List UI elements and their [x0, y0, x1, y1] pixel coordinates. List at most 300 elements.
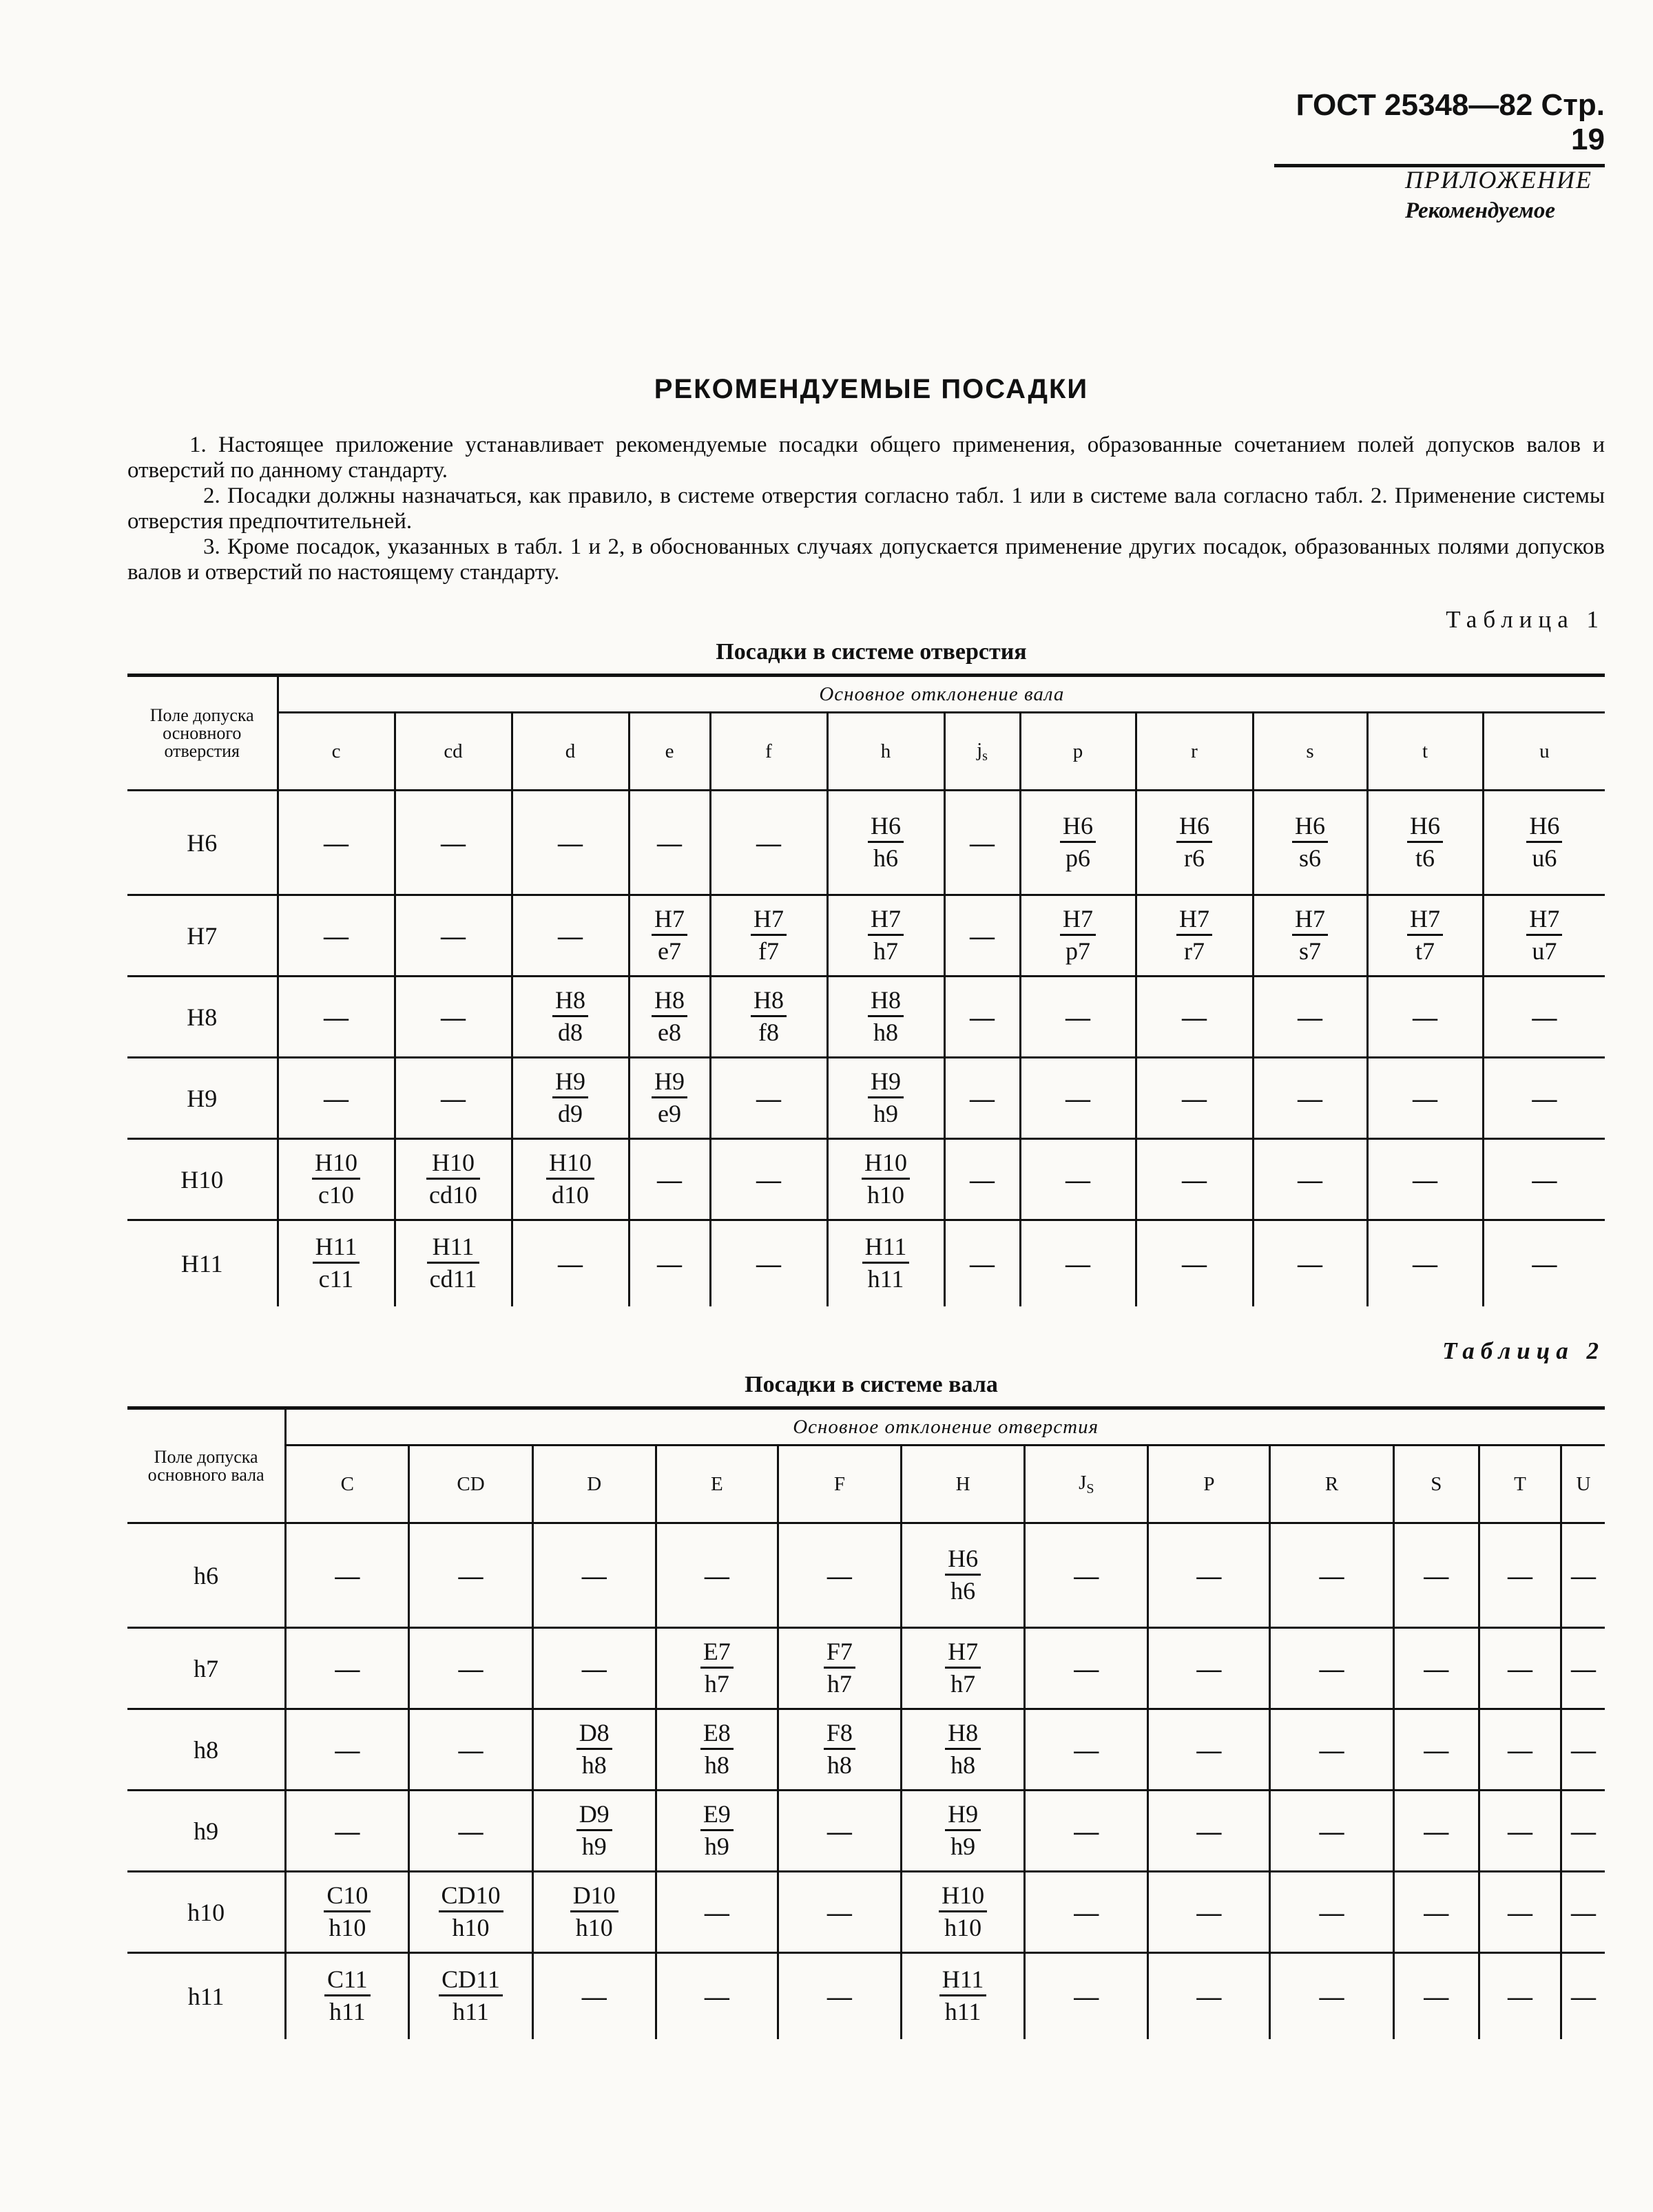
column-header: cd [395, 713, 512, 791]
fit-shaft-field: h10 [944, 1913, 982, 1941]
table-cell [827, 895, 944, 977]
empty-fit-dash: — [970, 1003, 995, 1031]
fit-hole-field: H6 [1176, 813, 1212, 843]
empty-fit-dash: — [335, 1561, 360, 1589]
fit-shaft-field: d8 [558, 1018, 583, 1046]
fit-hole-field: H7 [1292, 906, 1328, 936]
fit-shaft-field: h10 [575, 1913, 613, 1941]
table-cell [1393, 1709, 1479, 1791]
fit-hole-field: F8 [824, 1720, 855, 1750]
table-cell [278, 1139, 395, 1220]
table-cell [532, 1872, 656, 1953]
fit-shaft-field: c10 [318, 1180, 354, 1209]
fit-fraction [751, 906, 787, 963]
row-label: H10 [127, 1139, 278, 1220]
table-cell [512, 895, 629, 977]
fit-shaft-field: h10 [329, 1913, 366, 1941]
table-cell [778, 1872, 901, 1953]
column-header: c [278, 713, 395, 791]
empty-fit-dash: — [1508, 1898, 1533, 1926]
table-cell [512, 1058, 629, 1139]
fit-fraction [652, 1069, 687, 1126]
table-cell [1483, 1139, 1605, 1220]
column-header: s [1253, 713, 1367, 791]
table-cell [710, 1220, 827, 1306]
empty-fit-dash: — [458, 1561, 484, 1589]
empty-fit-dash: — [1532, 1003, 1557, 1031]
fit-fraction [945, 1799, 981, 1860]
table-cell [395, 1058, 512, 1139]
fit-hole-field: D9 [576, 1802, 612, 1831]
empty-fit-dash: — [1196, 1654, 1222, 1682]
table-cell [778, 1791, 901, 1872]
fit-hole-field: H9 [552, 1069, 588, 1098]
row-label: H11 [180, 1249, 223, 1277]
fit-hole-field: H6 [1060, 813, 1096, 843]
empty-fit-dash: — [1571, 1898, 1597, 1926]
fit-shaft-field: h8 [581, 1751, 607, 1779]
column-header: r [1136, 713, 1253, 791]
table-cell [1479, 1709, 1561, 1791]
table-2-caption: Посадки в системе вала [745, 1372, 998, 1397]
table-cell [1479, 1872, 1561, 1953]
table-cell [286, 1791, 409, 1872]
fit-shaft-field: h7 [826, 1669, 852, 1698]
table-cell [1479, 1628, 1561, 1709]
table-cell [710, 895, 827, 977]
table-cell [1148, 1953, 1270, 2039]
table-row [127, 791, 1605, 895]
table-cell [629, 895, 710, 977]
table-cell [1020, 895, 1136, 977]
fit-hole-field: H11 [939, 1967, 987, 1996]
empty-fit-dash: — [1424, 1654, 1449, 1682]
table-cell [1483, 1220, 1605, 1306]
fit-shaft-field: h6 [873, 844, 898, 872]
table-cell [1025, 1953, 1148, 2039]
fit-hole-field: H7 [1060, 906, 1096, 936]
fit-hole-field: H9 [868, 1069, 904, 1098]
table-1-group-header: Основное отклонение вала [278, 676, 1605, 713]
fit-hole-field: H10 [426, 1150, 480, 1180]
table-cell [629, 977, 710, 1058]
empty-fit-dash: — [1571, 1654, 1597, 1682]
fit-fraction [426, 1150, 480, 1207]
column-header: E [656, 1446, 778, 1523]
empty-fit-dash: — [1074, 1898, 1099, 1926]
table-cell [395, 977, 512, 1058]
empty-fit-dash: — [1074, 1817, 1099, 1845]
fit-hole-field: H11 [427, 1234, 480, 1264]
fit-shaft-field: h11 [453, 1997, 489, 2025]
table-cell [1270, 1791, 1393, 1872]
table-cell [1479, 1523, 1561, 1628]
table-cell [1367, 1058, 1483, 1139]
empty-fit-dash: — [756, 828, 781, 857]
table-1-number: Таблица 1 [1446, 606, 1605, 633]
empty-fit-dash: — [970, 1249, 995, 1277]
empty-fit-dash: — [1182, 1084, 1207, 1112]
table-cell [286, 1709, 409, 1791]
fit-hole-field: H7 [1176, 906, 1212, 936]
fit-hole-field: CD10 [439, 1883, 503, 1912]
fit-fraction [868, 906, 904, 963]
table-cell [944, 1139, 1020, 1220]
appendix-status: Рекомендуемое [1405, 198, 1556, 223]
empty-fit-dash: — [826, 1817, 852, 1845]
table-cell [395, 1139, 512, 1220]
page-header: ГОСТ 25348—82 Стр. 19 [1274, 88, 1605, 167]
table-cell [902, 1791, 1025, 1872]
empty-fit-dash: — [458, 1654, 484, 1682]
fit-fraction [824, 1639, 855, 1696]
table-cell [629, 1139, 710, 1220]
empty-fit-dash: — [1065, 1084, 1090, 1112]
table-cell [1148, 1523, 1270, 1628]
table-cell [902, 1628, 1025, 1709]
table-cell [395, 1220, 512, 1306]
empty-fit-dash: — [826, 1898, 852, 1926]
table-cell [1561, 1953, 1605, 2039]
empty-fit-dash: — [1074, 1735, 1099, 1764]
table-cell [409, 1709, 532, 1791]
table-cell [532, 1953, 656, 2039]
table-cell [1367, 895, 1483, 977]
fit-fraction [939, 1883, 987, 1940]
table-cell [827, 1220, 944, 1306]
fit-fraction [751, 985, 787, 1046]
fit-hole-field: CD11 [439, 1967, 503, 1996]
empty-fit-dash: — [335, 1735, 360, 1764]
fit-fraction [862, 1234, 910, 1291]
empty-fit-dash: — [581, 1654, 607, 1682]
table-cell [778, 1628, 901, 1709]
table-cell [1393, 1523, 1479, 1628]
empty-fit-dash: — [826, 1561, 852, 1589]
fit-shaft-field: c11 [318, 1264, 354, 1293]
row-label: h11 [187, 1982, 225, 2010]
column-header: R [1270, 1446, 1393, 1523]
empty-fit-dash: — [1413, 1249, 1437, 1277]
empty-fit-dash: — [756, 1084, 781, 1112]
fit-hole-field: H8 [751, 988, 787, 1017]
table-cell [902, 1709, 1025, 1791]
table-2-group-header: Основное отклонение отверстия [286, 1408, 1605, 1446]
fit-shaft-field: h7 [950, 1669, 976, 1698]
fit-shaft-field: h9 [704, 1832, 729, 1860]
empty-fit-dash: — [1424, 1982, 1449, 2010]
fit-fraction [1407, 906, 1443, 963]
column-header [944, 713, 1020, 791]
empty-fit-dash: — [581, 1982, 607, 2010]
table-cell [512, 1139, 629, 1220]
paragraph-2: 2. Посадки должны назначаться, как правило, в системе отверстия согласно табл. 1 или в системе вала согласно табл. 2. Применение системы отверстия предпочтительней. [127, 483, 1605, 534]
empty-fit-dash: — [1065, 1003, 1090, 1031]
fit-hole-field: H8 [868, 988, 904, 1017]
empty-fit-dash: — [1298, 1084, 1322, 1112]
table-cell [1367, 1139, 1483, 1220]
fit-hole-field: H10 [939, 1883, 987, 1912]
fit-shaft-field: h9 [950, 1832, 976, 1860]
table-cell [656, 1872, 778, 1953]
fit-shaft-field: d10 [552, 1180, 589, 1209]
fit-fraction [1407, 813, 1443, 870]
table-cell [532, 1628, 656, 1709]
table-2-column-headers [127, 1446, 1605, 1523]
row-label: H6 [127, 791, 278, 895]
empty-fit-dash: — [458, 1817, 484, 1845]
fit-fraction [1176, 813, 1212, 870]
table-cell [532, 1523, 656, 1628]
table-hole-system [127, 674, 1605, 1306]
empty-fit-dash: — [1413, 1165, 1437, 1193]
empty-fit-dash: — [1196, 1735, 1222, 1764]
table-cell [278, 977, 395, 1058]
empty-fit-dash: — [441, 1084, 466, 1112]
fit-hole-field: F7 [824, 1639, 855, 1669]
fit-shaft-field: h8 [704, 1751, 729, 1779]
fit-fraction [324, 1883, 371, 1940]
table-cell [395, 895, 512, 977]
empty-fit-dash: — [1319, 1561, 1344, 1589]
table-1-row-header: Поле допуска основного отверстия [127, 676, 278, 791]
table-cell [902, 1953, 1025, 2039]
table-cell [1270, 1523, 1393, 1628]
fit-fraction [427, 1234, 480, 1291]
empty-fit-dash: — [581, 1561, 607, 1589]
empty-fit-dash: — [1182, 1249, 1207, 1277]
fit-shaft-field: t6 [1415, 844, 1435, 872]
fit-fraction [868, 985, 904, 1046]
table-cell [409, 1791, 532, 1872]
empty-fit-dash: — [1298, 1165, 1322, 1193]
table-cell [1561, 1523, 1605, 1628]
fit-fraction [1292, 813, 1328, 870]
fit-shaft-field: s6 [1298, 844, 1321, 872]
table-cell [1479, 1953, 1561, 2039]
fit-fraction [945, 1546, 981, 1603]
empty-fit-dash: — [1508, 1735, 1533, 1764]
fit-hole-field: C11 [324, 1967, 371, 1996]
empty-fit-dash: — [704, 1982, 729, 2010]
table-cell [710, 1058, 827, 1139]
table-cell [778, 1953, 901, 2039]
table-cell [1136, 1058, 1253, 1139]
table-cell [409, 1523, 532, 1628]
fit-shaft-field: h9 [873, 1099, 898, 1127]
table-cell [1020, 977, 1136, 1058]
table-cell [1479, 1791, 1561, 1872]
fit-shaft-field: d9 [558, 1099, 583, 1127]
table-cell [1025, 1791, 1148, 1872]
table-cell [656, 1709, 778, 1791]
table-cell [1393, 1872, 1479, 1953]
table-cell [1393, 1791, 1479, 1872]
table-cell [409, 1953, 532, 2039]
fit-fraction [552, 1069, 588, 1126]
fit-hole-field: D8 [576, 1720, 612, 1750]
fit-fraction [1292, 906, 1328, 963]
fit-shaft-field: h8 [873, 1018, 898, 1046]
table-cell [629, 1220, 710, 1306]
table-cell [656, 1628, 778, 1709]
fit-hole-field: H6 [1526, 813, 1562, 843]
empty-fit-dash: — [826, 1982, 852, 2010]
fit-fraction [570, 1883, 618, 1940]
table-cell [286, 1953, 409, 2039]
table-cell [944, 895, 1020, 977]
empty-fit-dash: — [1074, 1982, 1099, 2010]
fit-hole-field: H7 [751, 906, 787, 936]
table-cell [1136, 1139, 1253, 1220]
table-row [127, 1058, 1605, 1139]
fit-fraction [312, 1150, 360, 1207]
table-cell [286, 1872, 409, 1953]
column-header: F [778, 1446, 901, 1523]
table-1-column-headers [127, 713, 1605, 791]
fit-shaft-field: f8 [758, 1018, 779, 1046]
fit-shaft-field: r7 [1184, 937, 1205, 965]
column-header-label: J [1079, 1471, 1087, 1494]
fit-hole-field: H6 [1407, 813, 1443, 843]
table-cell [710, 791, 827, 895]
empty-fit-dash: — [1074, 1654, 1099, 1682]
empty-fit-dash: — [458, 1735, 484, 1764]
empty-fit-dash: — [324, 1084, 349, 1112]
empty-fit-dash: — [657, 1249, 682, 1277]
row-label: h8 [127, 1709, 286, 1791]
table-cell [1483, 791, 1605, 895]
table-cell [629, 791, 710, 895]
fit-fraction [1526, 906, 1562, 963]
empty-fit-dash: — [1571, 1735, 1597, 1764]
table-cell [1483, 895, 1605, 977]
column-header: u [1483, 713, 1605, 791]
column-header-label: j [977, 738, 983, 761]
empty-fit-dash: — [1508, 1654, 1533, 1682]
table-cell [278, 1058, 395, 1139]
table-cell [1025, 1709, 1148, 1791]
table-cell [778, 1523, 901, 1628]
fit-hole-field: H7 [868, 906, 904, 936]
table-cell [629, 1058, 710, 1139]
fit-fraction [700, 1720, 734, 1777]
fit-shaft-field: cd11 [429, 1264, 477, 1293]
empty-fit-dash: — [1182, 1165, 1207, 1193]
row-label: H9 [127, 1058, 278, 1139]
table-cell [1136, 1220, 1253, 1306]
table-cell [1148, 1628, 1270, 1709]
table-cell [656, 1523, 778, 1628]
fit-shaft-field: f7 [758, 937, 779, 965]
appendix-label [1405, 165, 1605, 224]
empty-fit-dash: — [335, 1654, 360, 1682]
fit-shaft-field: h11 [867, 1264, 904, 1293]
appendix-title: ПРИЛОЖЕНИЕ [1405, 166, 1592, 194]
table-cell [409, 1628, 532, 1709]
document-title: РЕКОМЕНДУЕМЫЕ ПОСАДКИ [654, 374, 1089, 404]
fit-fraction [313, 1234, 360, 1291]
column-header: p [1020, 713, 1136, 791]
column-header: C [286, 1446, 409, 1523]
table-cell [286, 1523, 409, 1628]
fit-shaft-field: p6 [1065, 844, 1090, 872]
table-cell [656, 1791, 778, 1872]
table-cell [827, 1139, 944, 1220]
table-cell [1136, 791, 1253, 895]
table-cell [1020, 1139, 1136, 1220]
column-header: U [1561, 1446, 1605, 1523]
fit-fraction [1526, 813, 1562, 870]
fit-fraction [652, 906, 687, 963]
fit-fraction [868, 1069, 904, 1126]
empty-fit-dash: — [1508, 1982, 1533, 2010]
empty-fit-dash: — [1424, 1561, 1449, 1589]
empty-fit-dash: — [1319, 1735, 1344, 1764]
column-header-subscript: S [1086, 1481, 1094, 1496]
table-cell [1270, 1872, 1393, 1953]
table-cell [1561, 1872, 1605, 1953]
table-cell [1253, 791, 1367, 895]
table-cell [944, 1220, 1020, 1306]
fit-fraction [652, 985, 687, 1046]
table-cell [1020, 1058, 1136, 1139]
fit-shaft-field: u6 [1532, 844, 1557, 872]
fit-shaft-field: e7 [658, 937, 681, 965]
empty-fit-dash: — [970, 1165, 995, 1193]
table-row [127, 1872, 1605, 1953]
empty-fit-dash: — [1319, 1898, 1344, 1926]
fit-fraction [868, 813, 904, 870]
fit-shaft-field: h9 [581, 1832, 607, 1860]
fit-fraction [576, 1720, 612, 1777]
empty-fit-dash: — [1298, 1249, 1322, 1277]
table-cell [1393, 1628, 1479, 1709]
empty-fit-dash: — [335, 1817, 360, 1845]
table-cell [512, 791, 629, 895]
table-cell [778, 1709, 901, 1791]
row-label: H7 [127, 895, 278, 977]
fit-hole-field: H11 [313, 1234, 360, 1264]
table-cell [1561, 1628, 1605, 1709]
column-header: CD [409, 1446, 532, 1523]
table-cell [1367, 791, 1483, 895]
empty-fit-dash: — [441, 1003, 466, 1031]
empty-fit-dash: — [657, 1165, 682, 1193]
row-label: h9 [127, 1791, 286, 1872]
column-header: T [1479, 1446, 1561, 1523]
fit-fraction [939, 1967, 987, 2024]
empty-fit-dash: — [1319, 1982, 1344, 2010]
fit-fraction [439, 1883, 503, 1940]
empty-fit-dash: — [1571, 1982, 1597, 2010]
empty-fit-dash: — [1196, 1898, 1222, 1926]
table-cell [1561, 1709, 1605, 1791]
table-row [127, 1791, 1605, 1872]
table-1-caption: Посадки в системе отверстия [716, 639, 1027, 665]
fit-shaft-field: p7 [1065, 937, 1090, 965]
table-row [127, 1628, 1605, 1709]
fit-hole-field: D10 [570, 1883, 618, 1912]
fit-hole-field: H8 [552, 988, 588, 1017]
fit-hole-field: E9 [700, 1802, 734, 1831]
fit-hole-field: E8 [700, 1720, 734, 1750]
table-cell [286, 1628, 409, 1709]
table-cell [827, 791, 944, 895]
column-header-subscript: s [982, 748, 988, 764]
column-header: P [1148, 1446, 1270, 1523]
table-cell [1020, 791, 1136, 895]
